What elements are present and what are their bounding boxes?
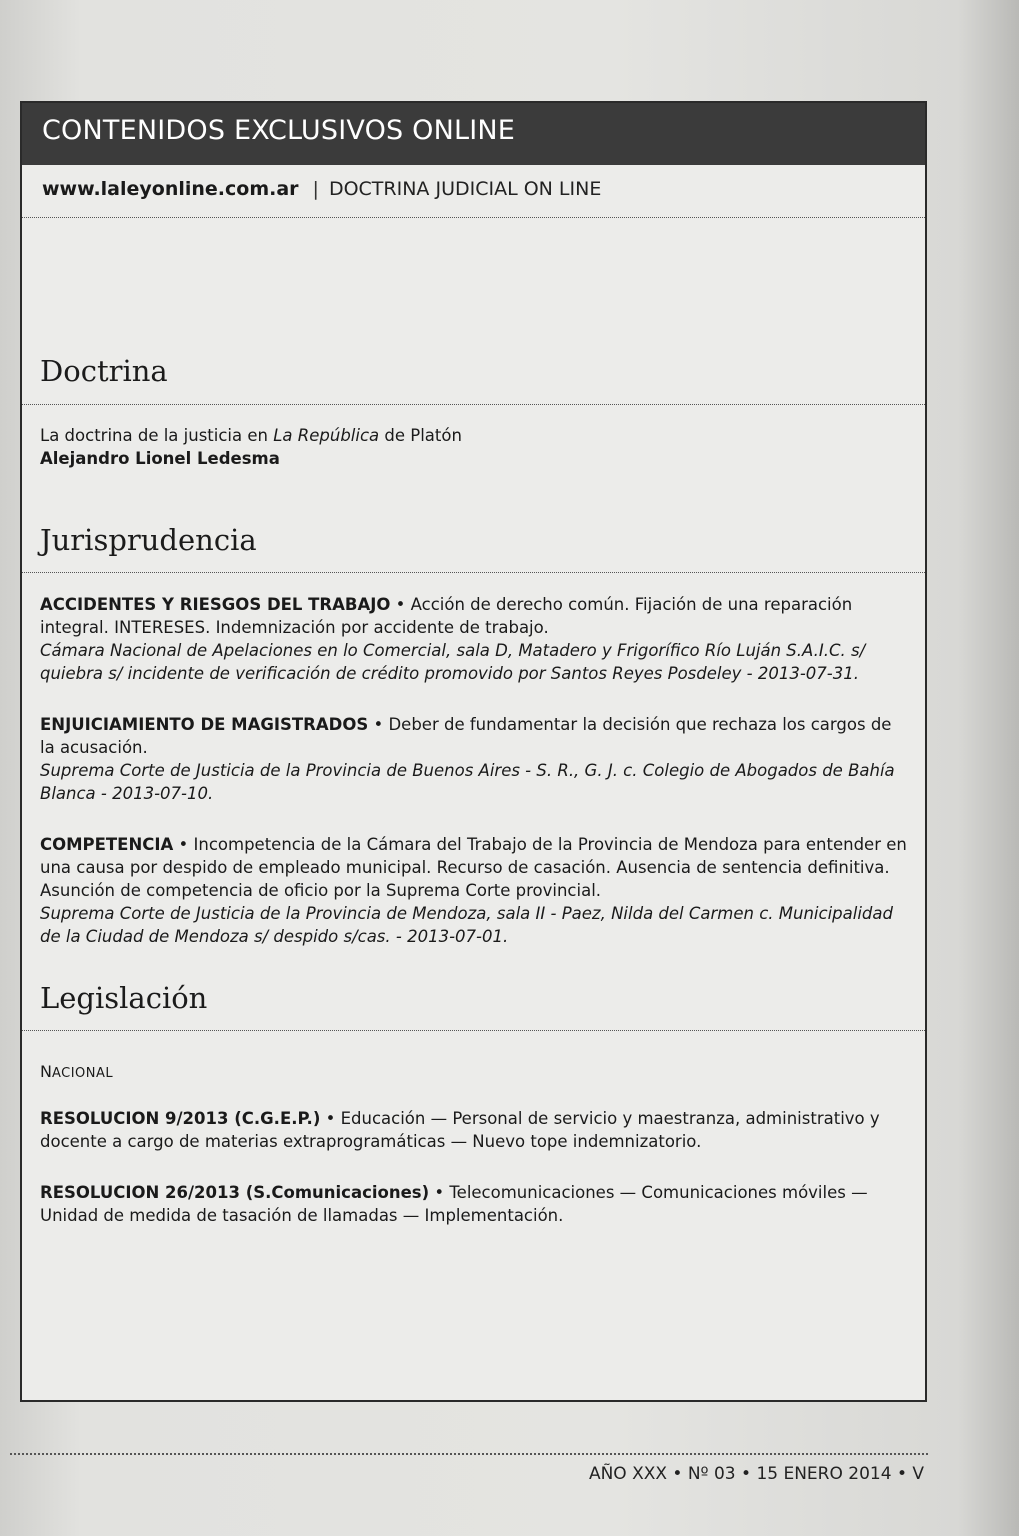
- divider: [22, 1030, 925, 1031]
- entry-citation: Suprema Corte de Justicia de la Provincia de Buenos Aires - S. R., G. J. c. Colegio de Abogados de Bahía Blanca - 2013-07-10.: [40, 761, 895, 803]
- jurisprudencia-entry: [40, 833, 910, 948]
- entry-body: • Incompetencia de la Cámara del Trabajo de la Provincia de Mendoza para entender en una causa por despido de empleado municipal. Recurso de casación. Ausencia de sentencia definitiva. Asunción de competencia de oficio por la Suprema Corte provincial.: [40, 835, 907, 900]
- divider: [22, 404, 925, 405]
- entry-head: COMPETENCIA: [40, 835, 174, 854]
- entry-head: ACCIDENTES Y RIESGOS DEL TRABAJO: [40, 595, 391, 614]
- publication-name: DOCTRINA JUDICIAL ON LINE: [328, 178, 602, 200]
- divider: [22, 572, 925, 573]
- section-title-jurisprudencia: Jurisprudencia: [40, 523, 257, 557]
- section-title-legislacion: Legislación: [40, 981, 208, 1015]
- banner-title: CONTENIDOS EXCLUSIVOS ONLINE: [42, 115, 516, 146]
- jurisprudencia-entry: [40, 593, 910, 685]
- exclusive-contents-panel: [20, 101, 927, 1402]
- jurisprudencia-entry: [40, 713, 910, 805]
- legislacion-entry: [40, 1107, 910, 1153]
- subheading-initial: N: [40, 1062, 52, 1081]
- website-link[interactable]: www.laleyonline.com.ar: [42, 178, 299, 200]
- doctrina-title-post: de Platón: [379, 426, 462, 445]
- entry-head: RESOLUCION 9/2013 (C.G.E.P.): [40, 1109, 321, 1128]
- separator: |: [312, 178, 319, 200]
- entry-head: ENJUICIAMIENTO DE MAGISTRADOS: [40, 715, 369, 734]
- issue-footer: AÑO XXX • Nº 03 • 15 ENERO 2014 • V: [588, 1464, 924, 1484]
- subheading-rest: ACIONAL: [51, 1066, 114, 1081]
- entry-head: RESOLUCION 26/2013 (S.Comunicaciones): [40, 1183, 430, 1202]
- doctrina-author: Alejandro Lionel Ledesma: [40, 449, 280, 468]
- url-row: [42, 178, 601, 200]
- doctrina-title-pre: La doctrina de la justicia en: [40, 426, 274, 445]
- legislacion-subheading: [40, 1060, 910, 1085]
- footer-rule: [10, 1453, 928, 1455]
- entry-body: • Educación — Personal de servicio y maestranza, administrativo y docente a cargo de materias extraprogramáticas — Nuevo tope indemnizatorio.: [40, 1109, 880, 1151]
- entry-body: • Telecomunicaciones — Comunicaciones móviles — Unidad de medida de tasación de llamadas — Implementación.: [40, 1183, 868, 1225]
- entry-citation: Cámara Nacional de Apelaciones en lo Comercial, sala D, Matadero y Frigorífico Río Luján S.A.I.C. s/ quiebra s/ incidente de verificación de crédito promovido por Santos Reyes Posdeley - 2013-07-31.: [40, 641, 866, 683]
- entry-body: • Deber de fundamentar la decisión que rechaza los cargos de la acusación.: [40, 715, 892, 757]
- section-title-doctrina: Doctrina: [40, 354, 168, 388]
- banner: [22, 103, 925, 165]
- legislacion-entry: [40, 1181, 910, 1227]
- entry-body: • Acción de derecho común. Fijación de una reparación integral. INTERESES. Indemnización por accidente de trabajo.: [40, 595, 853, 637]
- entry-citation: Suprema Corte de Justicia de la Provincia de Mendoza, sala II - Paez, Nilda del Carmen c. Municipalidad de la Ciudad de Mendoza s/ despido s/cas. - 2013-07-01.: [40, 904, 893, 946]
- doctrina-entry: [40, 424, 910, 470]
- doctrina-title-italic: La República: [273, 426, 380, 445]
- divider: [22, 217, 925, 218]
